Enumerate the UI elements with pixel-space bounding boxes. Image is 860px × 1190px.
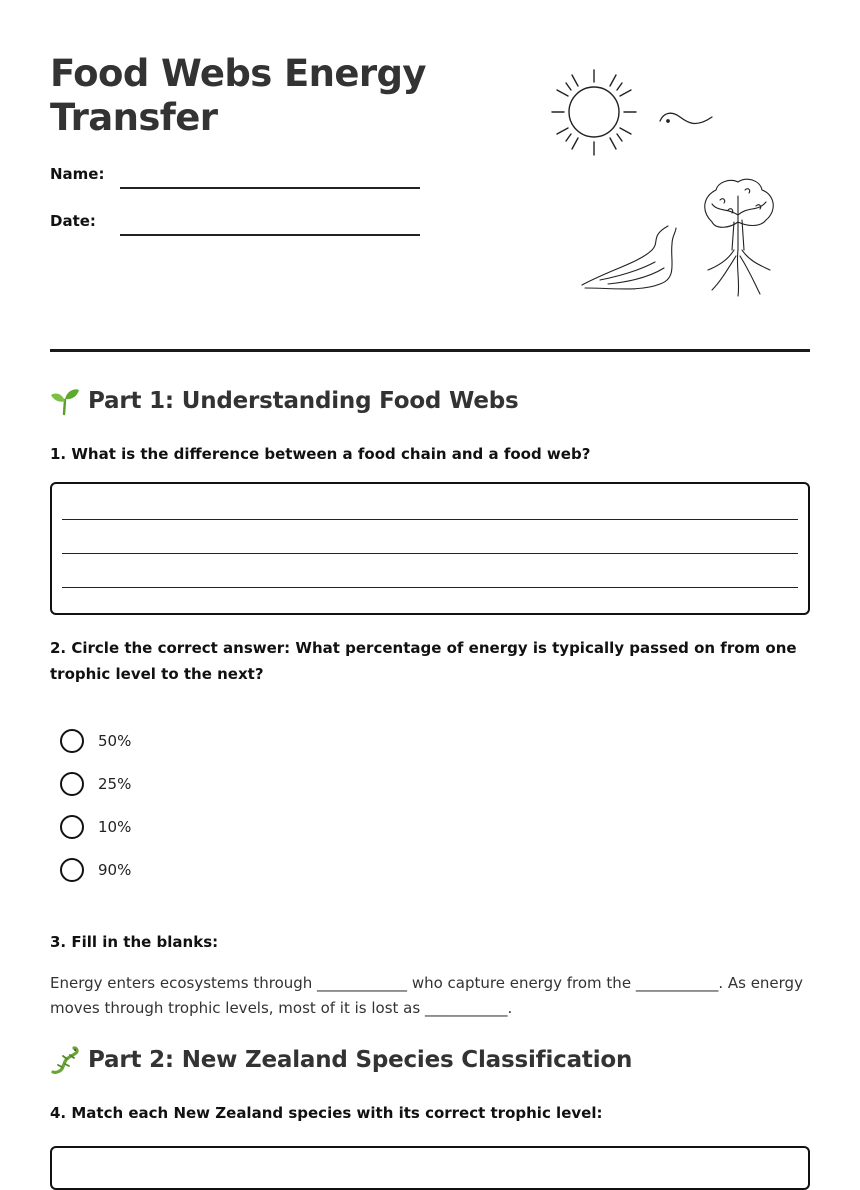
fill-in-blanks-text: Energy enters ecosystems through ____________ who capture energy from the ___________. As energy moves through trophic levels, most of it is lost as ___________.: [50, 974, 803, 1017]
part2-heading: [50, 1045, 632, 1075]
option-label: 90%: [98, 861, 132, 879]
part1-title: Part 1: Understanding Food Webs: [88, 388, 519, 414]
radio-circle[interactable]: [60, 858, 84, 882]
part2-title: Part 2: New Zealand Species Classification: [88, 1047, 633, 1073]
bird-icon: [660, 113, 712, 123]
option-label: 25%: [98, 775, 132, 793]
seedling-icon: [50, 386, 80, 416]
answer-line[interactable]: [62, 587, 798, 588]
answer-line[interactable]: [62, 519, 798, 520]
date-label: Date:: [50, 212, 96, 230]
name-label: Name:: [50, 165, 105, 183]
question-4: 4. Match each New Zealand species with its correct trophic level:: [50, 1104, 603, 1122]
title-line-1: Food Webs Energy: [50, 52, 426, 95]
sun-icon: [552, 70, 636, 155]
option-50[interactable]: [60, 728, 131, 754]
radio-circle[interactable]: [60, 729, 84, 753]
radio-circle[interactable]: [60, 772, 84, 796]
option-90[interactable]: [60, 857, 131, 883]
option-10[interactable]: [60, 814, 131, 840]
option-label: 50%: [98, 732, 132, 750]
worksheet-title: [50, 52, 426, 140]
tree-icon: [705, 179, 773, 296]
date-field[interactable]: [120, 234, 420, 236]
ecosystem-illustration: [545, 60, 795, 310]
question-2: 2. Circle the correct answer: What percentage of energy is typically passed on from one trophic level to the next?: [50, 639, 797, 683]
title-line-2: Transfer: [50, 96, 218, 139]
river-icon: [582, 226, 676, 289]
answer-line[interactable]: [62, 553, 798, 554]
radio-circle[interactable]: [60, 815, 84, 839]
q1-answer-box[interactable]: [50, 482, 810, 615]
option-label: 10%: [98, 818, 132, 836]
question-1: 1. What is the difference between a food chain and a food web?: [50, 445, 591, 463]
lizard-icon: [50, 1045, 80, 1075]
section-divider: [50, 349, 810, 352]
option-25[interactable]: [60, 771, 131, 797]
part1-heading: [50, 386, 519, 416]
name-field[interactable]: [120, 187, 420, 189]
question-3: 3. Fill in the blanks:: [50, 933, 219, 951]
q4-matching-box[interactable]: [50, 1146, 810, 1190]
